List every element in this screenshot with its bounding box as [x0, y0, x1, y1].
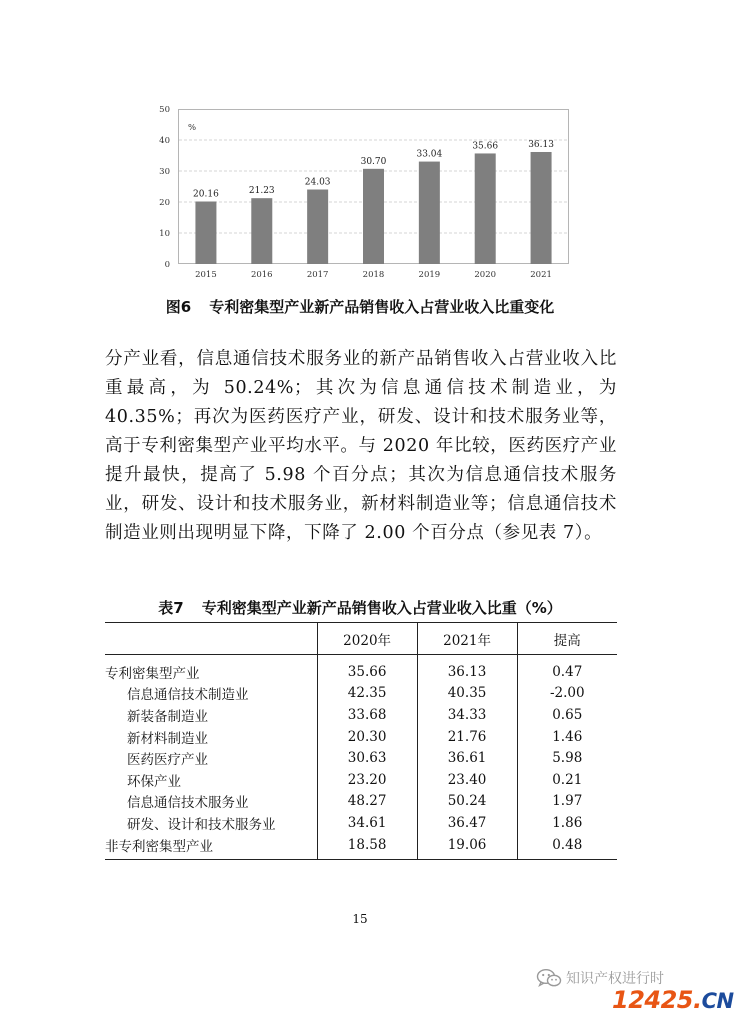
table-row: [105, 769, 617, 791]
table-header-cell: [105, 623, 317, 655]
bar-value-label: 36.13: [528, 139, 554, 150]
bar: [475, 153, 496, 264]
x-tick-label: 2020: [474, 270, 497, 280]
x-tick-label: 2018: [362, 270, 385, 280]
table-cell: 0.47: [517, 655, 617, 683]
table-cell: 34.33: [417, 704, 517, 726]
table-cell: 42.35: [317, 683, 417, 705]
table-row: [105, 704, 617, 726]
table-cell: 36.61: [417, 747, 517, 769]
table-cell: 40.35: [417, 683, 517, 705]
bar-value-label: 21.23: [248, 186, 275, 197]
site-logo: [612, 986, 734, 1014]
table-cell: 0.48: [517, 834, 617, 860]
watermark-text: 知识产权进行时: [566, 971, 664, 987]
table-cell: 48.27: [317, 791, 417, 813]
bar: [251, 198, 272, 264]
table-cell: 34.61: [317, 812, 417, 834]
table-cell: 33.68: [317, 704, 417, 726]
bar-value-label: 20.16: [193, 189, 219, 200]
bar-value-label: 30.70: [360, 156, 387, 167]
bar: [307, 190, 328, 264]
row-label: 环保产业: [127, 773, 181, 790]
table-cell: 1.86: [517, 812, 617, 834]
row-label: 医药医疗产业: [127, 752, 208, 769]
wechat-icon: [536, 968, 562, 988]
table-row: [105, 726, 617, 748]
site-logo-digits: 12425: [612, 986, 693, 1014]
table-row: [105, 747, 617, 769]
site-logo-tld: CN: [701, 989, 734, 1013]
table-row: [105, 683, 617, 705]
bar: [419, 162, 440, 264]
table-caption: [0, 597, 720, 618]
x-tick-label: 2019: [418, 270, 441, 280]
body-paragraph: 分产业看，信息通信技术服务业的新产品销售收入占营业收入比重最高，为 50.24%；其次为信息通信技术制造业，为 40.35%；再次为医药医疗产业，研发、设计和技术服务业等，高于专利密集型产业平均水平。与 2020 年比较，医药医疗产业提升最快，提高了 5.98 个百分点；其次为信息通信技术服务业，研发、设计和技术服务业，新材料制造业等；信息通信技术制造业则出现明显下降，下降了 2.00 个百分点（参见表 7）。: [105, 349, 617, 543]
data-table: [105, 622, 617, 860]
x-tick-label: 2017: [306, 270, 329, 280]
table-cell: 23.40: [417, 769, 517, 791]
x-tick-label: 2015: [195, 270, 217, 280]
row-label: 信息通信技术制造业: [127, 687, 249, 704]
table-cell: 23.20: [317, 769, 417, 791]
table-cell: 36.13: [417, 655, 517, 683]
y-tick-label: 50: [159, 105, 170, 115]
y-tick-label: 10: [159, 229, 170, 239]
table-header-cell: 2021年: [417, 623, 517, 655]
table-header-cell: 提高: [517, 623, 617, 655]
y-tick-label: 0: [164, 260, 170, 270]
bar: [195, 202, 216, 264]
bar-value-label: 24.03: [304, 177, 331, 188]
table-title: 专利密集型产业新产品销售收入占营业收入比重（%）: [201, 599, 562, 617]
page-number: 15: [352, 912, 368, 926]
table-row: [105, 655, 617, 683]
table-cell: -2.00: [517, 683, 617, 705]
table-cell: 50.24: [417, 791, 517, 813]
y-unit-label: %: [188, 123, 197, 133]
table-cell: 5.98: [517, 747, 617, 769]
table-cell: 1.46: [517, 726, 617, 748]
x-tick-label: 2016: [250, 270, 273, 280]
table-number: 表7: [158, 599, 184, 617]
y-tick-label: 40: [159, 136, 170, 146]
y-tick-label: 30: [159, 167, 170, 177]
x-tick-label: 2021: [530, 270, 552, 280]
table-cell: 30.63: [317, 747, 417, 769]
row-label: 研发、设计和技术服务业: [127, 816, 276, 833]
table-cell: 0.21: [517, 769, 617, 791]
table-header-cell: 2020年: [317, 623, 417, 655]
table-row: [105, 791, 617, 813]
figure-title: 专利密集型产业新产品销售收入占营业收入比重变化: [209, 298, 555, 316]
bar: [531, 152, 552, 264]
table-cell: 1.97: [517, 791, 617, 813]
site-logo-dot: .: [693, 986, 702, 1014]
table-header-row: [105, 623, 617, 655]
table-cell: 19.06: [417, 834, 517, 860]
row-label: 新材料制造业: [127, 730, 208, 747]
table-cell: 20.30: [317, 726, 417, 748]
bar-value-label: 33.04: [416, 149, 443, 160]
table-cell: 0.65: [517, 704, 617, 726]
bar: [363, 169, 384, 264]
figure-number: 图6: [165, 298, 192, 316]
table-cell: 36.47: [417, 812, 517, 834]
row-label: 专利密集型产业: [105, 665, 200, 682]
row-label: 新装备制造业: [127, 708, 208, 725]
figure-caption: [0, 296, 720, 317]
table-cell: 18.58: [317, 834, 417, 860]
y-tick-label: 20: [159, 198, 170, 208]
row-label: 非专利密集型产业: [105, 834, 317, 860]
table-cell: 21.76: [417, 726, 517, 748]
bar-chart: [0, 0, 720, 290]
row-label: 信息通信技术服务业: [127, 795, 249, 812]
bar-value-label: 35.66: [472, 141, 499, 152]
watermark: [536, 968, 664, 988]
table-cell: 35.66: [317, 655, 417, 683]
table-row: [105, 812, 617, 834]
table-row: [105, 834, 617, 860]
